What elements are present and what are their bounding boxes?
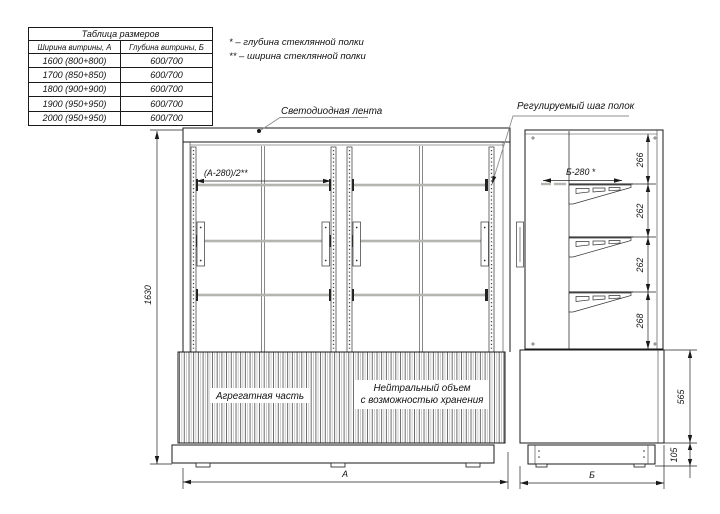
shelf-pitch-label: Регулируемый шаг полок	[517, 101, 635, 112]
shelf-gap-value: 262	[635, 203, 645, 219]
neutral-volume-label-2: с возможностью хранения	[360, 395, 484, 406]
table-cell-width: 1900 (950+950)	[29, 97, 121, 111]
shelf-gap-value: 262	[635, 257, 645, 273]
overall-width-value: А	[342, 469, 348, 479]
table-cell-depth: 600/700	[121, 54, 213, 68]
table-cell-width: 1800 (900+900)	[29, 82, 121, 96]
aggregate-label: Агрегатная часть	[215, 391, 305, 402]
front-shelf-width-value: (А-280)/2**	[204, 168, 248, 178]
shelf-gap-value: 266	[635, 152, 645, 168]
table-cell-width: 2000 (950+950)	[29, 111, 121, 125]
dimension-front-shelf-width	[196, 168, 331, 183]
overall-depth-value: Б	[589, 470, 595, 480]
size-table-header-depth: Глубина витрины, Б	[121, 41, 213, 54]
size-table-header-width: Ширина витрины, А	[29, 41, 121, 54]
overall-height-value: 1630	[143, 285, 153, 305]
table-cell-depth: 600/700	[121, 111, 213, 125]
front-feet	[196, 463, 480, 467]
plinth-height-value: 105	[669, 447, 679, 463]
side-base-cabinet	[520, 350, 664, 443]
glass-shelves-front	[195, 179, 488, 301]
side-shelf-depth-value: Б-280 *	[566, 167, 596, 177]
size-table-title: Таблица размеров	[29, 28, 213, 41]
led-strip-label: Светодиодная лента	[281, 106, 383, 117]
dimension-plinth-height	[655, 443, 697, 478]
door-handles	[197, 222, 489, 266]
table-cell-depth: 600/700	[121, 97, 213, 111]
callout-neutral-volume	[355, 380, 489, 409]
callout-aggregate	[210, 388, 310, 403]
table-cell-width: 1600 (800+800)	[29, 54, 121, 68]
side-plinth	[528, 445, 655, 464]
table-cell-width: 1700 (850+850)	[29, 68, 121, 82]
led-canopy	[183, 128, 510, 142]
side-door-handle	[517, 222, 524, 267]
base-height-value: 565	[676, 389, 686, 405]
shelf-gap-value: 268	[635, 313, 645, 329]
table-cell-depth: 600/700	[121, 68, 213, 82]
door-mullions	[262, 146, 423, 352]
front-base	[172, 445, 494, 463]
dimension-overall-height	[143, 130, 183, 464]
neutral-volume-label-1: Нейтральный объем	[373, 383, 471, 394]
leader-dot	[257, 129, 261, 133]
footnote-glass-shelf-width: ** – ширина стеклянной полки	[229, 51, 366, 62]
table-cell-depth: 600/700	[121, 82, 213, 96]
front-view	[172, 128, 510, 467]
footnote-glass-shelf-depth: * – глубина стеклянной полки	[229, 37, 364, 48]
